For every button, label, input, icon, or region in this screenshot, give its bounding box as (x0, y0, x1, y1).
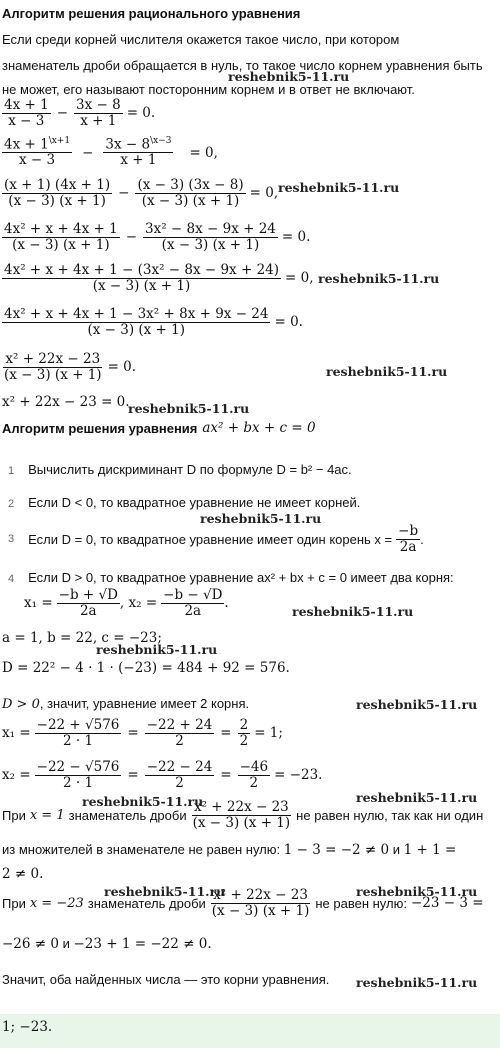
equation-7: $\frac{\text{x² + 22x − 23}}{(x - 3) (x + 1)}$ = 0. (4, 351, 137, 383)
step-3: 3 Если D = 0, то квадратное уравнение имеет один корень x = $\frac{-b}{2a}$ . (8, 523, 424, 555)
equation-1: $\frac{4x + 1}{x - 3}$ − $\frac{3x - 8}{x + 1}$ = 0. (4, 97, 156, 129)
equation-2: $\frac{4x + 1^{\backslash x+1}}{x - 3}$ − $\frac{3x - 8^{\backslash x-3}}{x + 1}$ = 0, (4, 136, 218, 169)
coefficients-line: a = 1, b = 22, c = −23; (2, 630, 162, 646)
equation-6: $\frac{\text{4x² + x + 4x + 1 − 3x² + 8x + 9x − 24}}{(x - 3) (x + 1)}$ = 0. (4, 306, 303, 338)
x1-computation: x₁ = $\frac{-22 + √576}{2 \cdot 1}$ = $\frac{-22 + 24}{2}$ = $\frac{2}{2}$ = 1; (2, 717, 283, 749)
equation-5: $\frac{\text{4x² + x + 4x + 1 − (3x² − 8x − 9x + 24)}}{(x - 3) (x + 1)}$ = 0, (4, 262, 314, 294)
conclusion: Значит, оба найденных числа — это корни уравнения. (2, 972, 330, 987)
answer: 1; −23. (2, 1019, 53, 1035)
discriminant-line: D = 22² − 4 · 1 · (−23) = 484 + 92 = 576. (2, 660, 290, 676)
answer-box (0, 1014, 500, 1048)
check-x2: При x = −23 знаменатель дроби $\frac{\text{x² + 22x − 23}}{(x - 3) (x + 1)}$ не равен нулю: −23 − 3 = (2, 887, 484, 919)
watermark: reshebnik5-11.ru (104, 884, 226, 899)
d-positive-line: D > 0, значит, уравнение имеет 2 корня. (2, 696, 250, 712)
watermark: reshebnik5-11.ru (200, 511, 322, 526)
watermark: reshebnik5-11.ru (82, 794, 204, 809)
equation-3: $\frac{(x + 1) (4x + 1)}{(x - 3) (x + 1)}$ − $\frac{(x - 3) (3x - 8)}{(x - 3) (x + 1)}$ = 0, (4, 177, 279, 209)
check-x2-line2: −26 ≠ 0 и −23 + 1 = −22 ≠ 0. (2, 936, 212, 952)
intro-line-3: не может, его называют посторонним корнем и в ответ не включают. (2, 82, 415, 97)
watermark: reshebnik5-11.ru (356, 975, 478, 990)
watermark: reshebnik5-11.ru (278, 180, 400, 195)
watermark: reshebnik5-11.ru (128, 401, 250, 416)
equation-4: $\frac{\text{4x² + x + 4x + 1}}{(x - 3) (x + 1)}$ − $\frac{\text{3x² − 8x − 9x + 24}}{(x - 3) (x + 1)}$ = 0. (4, 221, 311, 253)
step-4: 4 Если D > 0, то квадратное уравнение ax² + bx + c = 0 имеет два корня: (8, 570, 454, 585)
heading-rational-algorithm: Алгоритм решения рационального уравнения (2, 6, 301, 21)
x2-computation: x₂ = $\frac{-22 - √576}{2 \cdot 1}$ = $\frac{-22 - 24}{2}$ = $\frac{-46}{2}$ = −23. (2, 759, 323, 791)
watermark: reshebnik5-11.ru (96, 642, 218, 657)
watermark: reshebnik5-11.ru (356, 697, 478, 712)
watermark: reshebnik5-11.ru (228, 69, 350, 84)
watermark: reshebnik5-11.ru (356, 790, 478, 805)
roots-formula: x₁ = $\frac{-b + √D}{2a}$ , x₂ = $\frac{-b - √D}{2a}$ . (24, 587, 229, 619)
equation-8: x² + 22x − 23 = 0. (2, 394, 130, 410)
check-x1-line2: из множителей в знаменателе не равен нулю: 1 − 3 = −2 ≠ 0 и 1 + 1 = (2, 842, 457, 858)
intro-line-1: Если среди корней числителя окажется такое число, при котором (2, 32, 400, 47)
check-x1: При x = 1 знаменатель дроби $\frac{\text{x² + 22x − 23}}{(x - 3) (x + 1)}$ не равен нулю, так как ни один (2, 799, 484, 831)
watermark: reshebnik5-11.ru (292, 604, 414, 619)
step-1: 1 Вычислить дискриминант D по формуле D = b² − 4ac. (8, 462, 352, 477)
watermark: reshebnik5-11.ru (318, 271, 440, 286)
heading-quadratic-algorithm: Алгоритм решения уравнения ax² + bx + c = 0 (2, 420, 316, 436)
watermark: reshebnik5-11.ru (326, 364, 448, 379)
check-x1-line3: 2 ≠ 0. (2, 866, 44, 882)
intro-line-2: знаменатель дроби обращается в нуль, то такое число корнем уравнения быть (2, 58, 483, 73)
step-2: 2 Если D < 0, то квадратное уравнение не имеет корней. (8, 495, 361, 510)
watermark: reshebnik5-11.ru (356, 884, 478, 899)
